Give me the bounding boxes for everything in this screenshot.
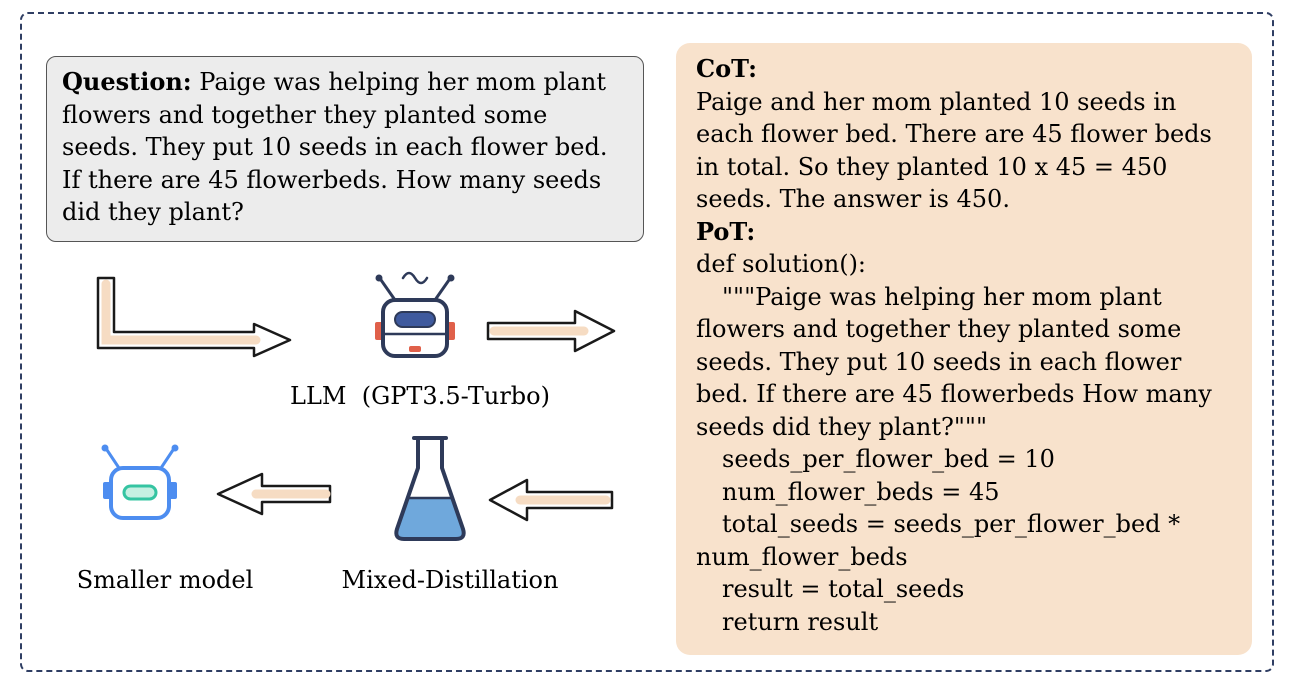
smaller-model-robot-icon xyxy=(102,445,179,519)
arrow-output-to-distillation-icon xyxy=(490,480,612,520)
question-text: Paige was helping her mom plant flowers and together they planted some seeds. They put 10 seeds in each flower bed. If there are 45 flowerbeds. How many seeds did they plant? xyxy=(62,68,608,226)
output-panel xyxy=(676,43,1252,655)
pot-code-line: num_flower_beds = 45 xyxy=(722,477,1000,506)
cot-heading: CoT: xyxy=(696,54,757,83)
pot-heading: PoT: xyxy=(696,216,756,246)
llm-robot-icon xyxy=(375,273,455,356)
distillation-flask-icon xyxy=(396,438,463,539)
pot-docstring: """Paige was helping her mom plant flowers and together they planted some seeds. They put 10 seeds in each flower bed. If there are 45 flowerbeds How many seeds did they plant?""" xyxy=(696,282,1212,441)
smaller-model-label: Smaller model xyxy=(76,566,254,594)
pot-code-line: result = total_seeds xyxy=(722,575,965,603)
llm-label: LLM (GPT3.5-Turbo) xyxy=(290,382,550,410)
pot-def-line: def solution(): xyxy=(696,250,867,278)
arrow-question-to-llm-icon xyxy=(98,278,290,356)
arrow-distillation-to-model-icon xyxy=(218,474,330,514)
pot-code-line: total_seeds = seeds_per_flower_bed * num_flower_beds xyxy=(696,510,1181,571)
pot-code-line: seeds_per_flower_bed = 10 xyxy=(722,445,1055,473)
arrow-llm-to-output-icon xyxy=(488,311,614,351)
cot-text: Paige and her mom planted 10 seeds in each flower bed. There are 45 flower beds in total. So they planted 10 x 45 = 450 seeds. The answer is 450. xyxy=(696,87,1212,213)
question-label: Question: xyxy=(62,67,192,96)
pot-code-line: return result xyxy=(722,607,879,636)
distillation-label: Mixed-Distillation xyxy=(341,566,559,594)
